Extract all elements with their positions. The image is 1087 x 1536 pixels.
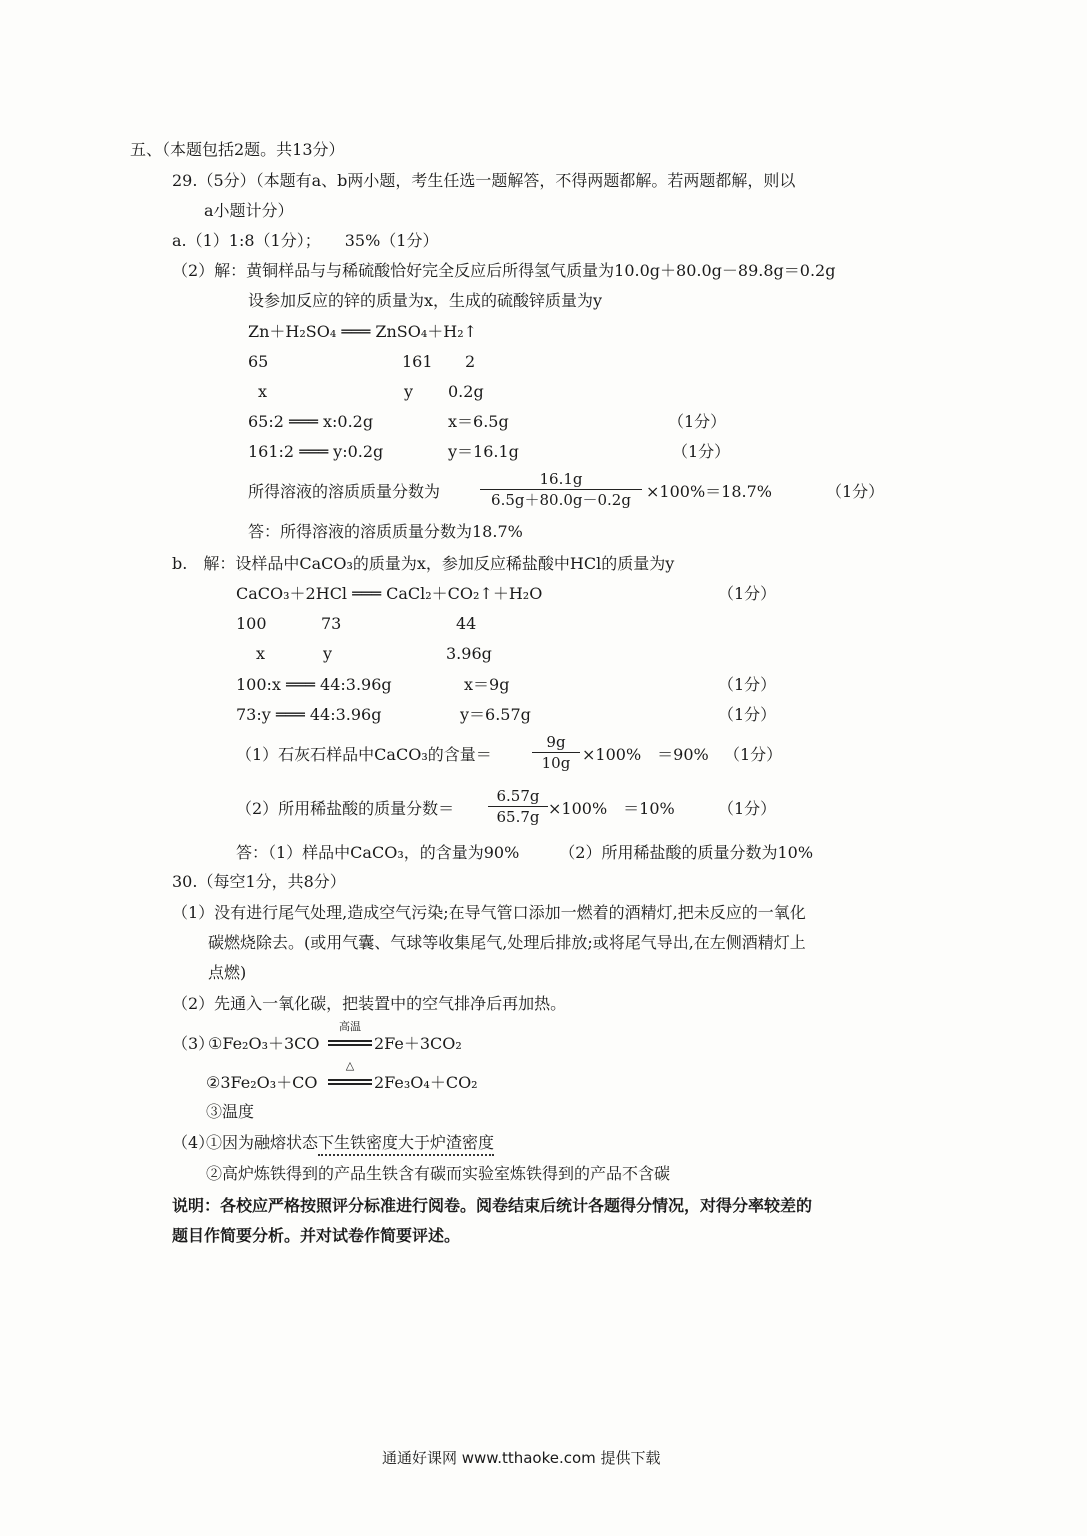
q29a-fraction-label: 所得溶液的溶质质量分数为: [248, 482, 441, 501]
q29a-mass-161: 161: [402, 352, 433, 371]
q30-part4-item1: [206, 1135, 494, 1151]
q29b-acid-numerator: 6.57g: [488, 789, 548, 807]
q29-header-line2: a小题计分）: [204, 201, 294, 220]
q29b-mass-73: 73: [321, 614, 342, 633]
q29b-content-label: （1）石灰石样品中CaCO₃的含量＝: [236, 745, 492, 764]
q30-part1-line1: （1）没有进行尾气处理,造成空气污染;在导气管口添加一燃着的酒精灯,把未反应的一氧化: [172, 903, 806, 922]
q29a-part1: a.（1）1:8（1分）； 35%（1分）: [172, 231, 439, 250]
q29a-var-y: y: [404, 382, 414, 401]
q29a-answer: 答：所得溶液的溶质质量分数为18.7%: [248, 522, 523, 541]
q29b-co2-mass: 3.96g: [446, 644, 492, 663]
q30-part4-item1-emphasis: 下生铁密度大于炉渣密度: [318, 1133, 494, 1156]
q30-part3-eq1-left: ①Fe₂O₃＋3CO: [208, 1034, 320, 1053]
q30-part3-eq2-right: 2Fe₃O₄＋CO₂: [374, 1073, 478, 1092]
q30-part4-item2: ②高炉炼铁得到的产品生铁含有碳而实验室炼铁得到的产品不含碳: [206, 1164, 671, 1183]
q29-header-line1: 29.（5分）（本题有a、b两小题，考生任选一题解答，不得两题都解。若两题都解，则以: [172, 171, 796, 190]
q30-part4-item1-start: ①因为融熔状态: [206, 1133, 319, 1152]
q29b-content-denominator: 10g: [541, 754, 571, 772]
q29b-ratio1-result: x＝9g: [464, 675, 510, 694]
q29b-content-tail: ×100% ＝90%: [582, 745, 709, 764]
q29b-score4: （1分）: [718, 799, 777, 818]
q29a-score3: （1分）: [826, 482, 885, 501]
q29a-ratio2-result: y＝16.1g: [448, 442, 519, 461]
q29b-acid-denominator: 65.7g: [496, 808, 540, 826]
q29a-fraction-tail: ×100%＝18.7%: [646, 482, 772, 501]
q29b-acid-tail: ×100% ＝10%: [548, 799, 675, 818]
q29b-content-numerator: 9g: [532, 735, 580, 753]
q29b-ratio2-result: y＝6.57g: [460, 705, 531, 724]
note-line1: 说明：各校应严格按照评分标准进行阅卷。阅卷结束后统计各题得分情况，对得分率较差的: [172, 1196, 813, 1215]
q29b-equation: CaCO₃＋2HCl ═══ CaCl₂＋CO₂↑＋H₂O: [236, 584, 543, 603]
q29b-ratio1: 100:x ═══ 44:3.96g: [236, 675, 392, 694]
q30-part2: （2）先通入一氧化碳，把装置中的空气排净后再加热。: [172, 994, 567, 1013]
q29b-score2: （1分）: [718, 705, 777, 724]
q29b-setup: b. 解：设样品中CaCO₃的质量为x，参加反应稀盐酸中HCl的质量为y: [172, 554, 675, 573]
footer-credit: 通通好课网 www.tthaoke.com 提供下载: [382, 1449, 661, 1467]
q29a-mass-65: 65: [248, 352, 269, 371]
q29a-setup: 设参加反应的锌的质量为x，生成的硫酸锌质量为y: [248, 291, 603, 310]
q30-part3-eq2-condition: △: [345, 1059, 355, 1072]
q29a-part2: （2）解：黄铜样品与与稀硫酸恰好完全反应后所得氢气质量为10.0g＋80.0g－89.8g＝0.2g: [172, 261, 836, 280]
q29a-h2-mass: 0.2g: [448, 382, 484, 401]
q30-part3-label: （3）: [172, 1034, 215, 1053]
q29a-score1: （1分）: [668, 412, 727, 431]
q29a-ratio1-result: x＝6.5g: [448, 412, 509, 431]
q29a-fraction: [480, 472, 642, 508]
q29a-fraction-denominator: 6.5g＋80.0g－0.2g: [491, 491, 631, 509]
q30-part3-eq2-arrow: [328, 1079, 372, 1085]
q30-part1-line3: 点燃): [208, 963, 247, 982]
q30-part3-eq2-left: ②3Fe₂O₃＋CO: [206, 1073, 318, 1092]
q29a-ratio1: 65:2 ═══ x:0.2g: [248, 412, 374, 431]
q29a-equation: Zn＋H₂SO₄ ═══ ZnSO₄＋H₂↑: [248, 322, 478, 341]
q29b-score3: （1分）: [724, 745, 783, 764]
q29b-var-y: y: [323, 644, 333, 663]
q29a-var-x: x: [258, 382, 268, 401]
q30-part3-eq1-arrow: [328, 1040, 372, 1046]
q29b-content-fraction: [532, 735, 580, 771]
q30-header: 30.（每空1分，共8分）: [172, 872, 346, 891]
q29b-acid-fraction: [488, 789, 548, 825]
q29a-ratio2: 161:2 ═══ y:0.2g: [248, 442, 384, 461]
q29a-fraction-numerator: 16.1g: [480, 472, 642, 490]
q29b-score1: （1分）: [718, 675, 777, 694]
q30-part1-line2: 碳燃烧除去。(或用气囊、气球等收集尾气,处理后排放;或将尾气导出,在左侧酒精灯上: [208, 933, 806, 952]
q30-part4-label: （4）: [172, 1133, 215, 1152]
note-line2: 题目作简要分析。并对试卷作简要评述。: [172, 1226, 461, 1245]
q30-part3-item3: ③温度: [206, 1102, 255, 1121]
q29a-mass-2: 2: [465, 352, 476, 371]
q29a-score2: （1分）: [672, 442, 731, 461]
q29b-acid-label: （2）所用稀盐酸的质量分数＝: [236, 799, 455, 818]
q29b-score0: （1分）: [718, 584, 777, 603]
q29b-ratio2: 73:y ═══ 44:3.96g: [236, 705, 382, 724]
q30-part3-eq1-right: 2Fe＋3CO₂: [374, 1034, 462, 1053]
q29b-mass-44: 44: [456, 614, 477, 633]
q30-part3-eq1-condition: 高温: [339, 1020, 361, 1033]
section-title: 五、（本题包括2题。共13分）: [130, 140, 345, 159]
q29b-mass-100: 100: [236, 614, 267, 633]
q29b-var-x: x: [256, 644, 266, 663]
q29b-answer: 答：（1）样品中CaCO₃，的含量为90% （2）所用稀盐酸的质量分数为10%: [236, 843, 814, 862]
